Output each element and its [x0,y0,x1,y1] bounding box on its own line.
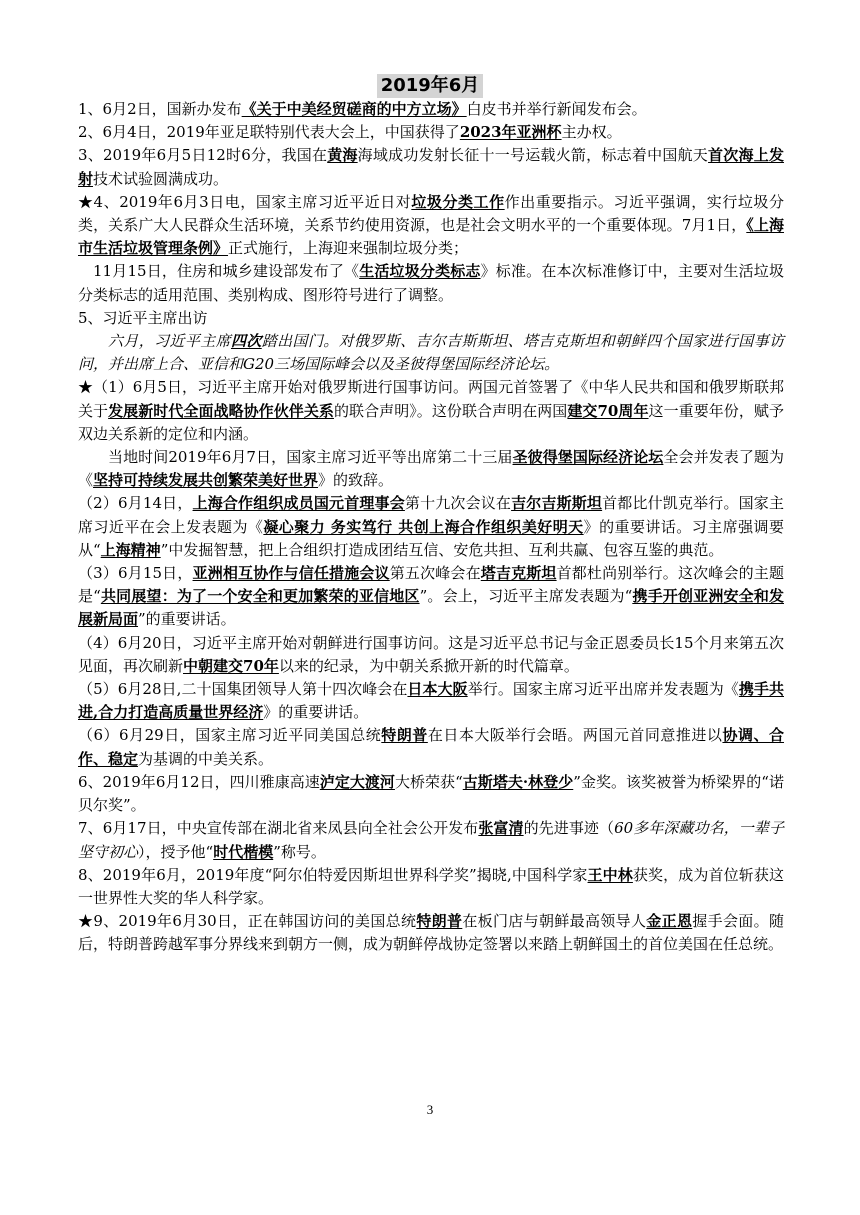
keyword: 四次 [230,332,262,351]
text: 主办权。 [561,123,622,142]
text: 白皮书并举行新闻发布会。 [466,100,647,118]
text: ”的重要讲话。 [138,610,236,629]
item-7 [78,817,784,863]
keyword: 垃圾分类工作 [411,192,505,211]
keyword: 张富清 [478,819,524,838]
text: 技术试验圆满成功。 [93,169,229,188]
text: 》标准。在本次标准修订中，主要对生活垃圾分类标志的适用范围、类别构成、图形符号进行了调整。 [78,262,784,304]
text: 为基调的中美关系。 [138,749,274,768]
text: 的联合声明》。这份联合声明在两国 [333,401,568,420]
keyword: 坚持可持续发展共创繁荣美好世界 [93,471,319,490]
text: 11月15日，住房和城乡建设部发布了《 [93,262,360,281]
text: 的先进事迹（ [523,819,615,838]
text: 握手会面。随后，特朗普跨越军事分界线来到朝方一侧，成为朝鲜停战协定签署以来踏上朝鲜国土的首位美国在任总统。 [78,912,784,954]
keyword: 共同展望：为了一个安全和更加繁荣的亚信地区 [100,587,420,606]
text: 以来的纪录，为中朝关系掀开新的时代篇章。 [278,656,579,675]
item-5-heading: 5、习近平主席出访 [78,308,208,327]
page-number: 3 [426,1102,434,1117]
keyword: 泸定大渡河 [319,772,395,791]
keyword: 亚洲相互协作与信任措施会议 [192,564,390,583]
text: 全会并发表了题为《 [78,448,784,490]
item-1 [78,98,784,121]
keyword: 首次海上发射 [78,146,784,188]
text: 正式施行，上海迎来强制垃圾分类； [228,239,469,258]
keyword: 塔吉克斯坦 [480,564,557,583]
content [78,98,784,957]
keyword: 特朗普 [416,912,463,931]
keyword: 建交70周年 [567,401,649,420]
text: 在日本大阪举行会晤。两国元首同意推进以 [427,726,723,745]
text: 首都比什凯克举行。国家主席习近平在会上发表题为《 [78,494,784,536]
keyword: 携手开创亚洲安全和发展新局面 [78,587,784,629]
keyword: 《关于中美经贸磋商的中方立场》 [241,100,467,118]
text: （3）6月15日， [78,564,193,583]
text: 》的致辞。 [318,471,394,490]
item-5-5 [78,678,784,724]
keyword: 发展新时代全面战略协作伙伴关系 [108,401,334,420]
keyword: 黄海 [327,146,358,165]
text: （2）6月14日， [78,494,193,513]
text: 第十九次会议在 [404,494,512,513]
item-5-1 [78,376,784,446]
keyword: 日本大阪 [407,680,468,699]
text: ），授予他“ [138,842,214,861]
text: 举行。国家主席习近平出席并发表题为《 [467,680,739,699]
item-2 [78,121,784,144]
text: ★（1）6月5日，习近平主席开始对俄罗斯进行国事访问。两国元首签署了《中华人民共和国和俄罗斯联邦关于 [78,378,784,420]
text: 在板门店与朝鲜最高领导人 [462,912,647,931]
item-4 [78,191,784,261]
keyword: 吉尔吉斯斯坦 [511,494,603,513]
text: ”称号。 [273,842,326,861]
text: 第五次峰会在 [389,564,481,583]
text: 》的重要讲话。 [263,703,369,722]
text: （4）6月20日，习近平主席开始对朝鲜进行国事访问。这是习近平总书记与金正恩委员长15个月来第五次见面，再次刷新 [78,633,784,675]
text: 1、6月2日，国新办发布 [78,100,242,118]
text: 8、2019年6月，2019年度“阿尔伯特爱因斯坦世界科学奖”揭晓,中国科学家 [78,865,588,884]
keyword: 生活垃圾分类标志 [359,262,481,281]
keyword: 圣彼得堡国际经济论坛 [512,448,664,467]
text: 60多年深藏功名，一辈子坚守初心 [78,819,784,861]
text: 这一重要年份，赋予双边关系新的定位和内涵。 [78,401,784,443]
keyword: 上海精神 [100,540,161,559]
keyword: 中朝建交70年 [183,656,279,675]
keyword: 携手共进,合力打造高质量世界经济 [78,680,784,722]
item-8 [78,864,784,910]
text: （5）6月28日,二十国集团领导人第十四次峰会在 [78,680,408,699]
text: 获奖，成为首位斩获这一世界性大奖的华人科学家。 [78,865,784,907]
keyword: 2023年亚洲杯 [459,123,562,142]
text: 大桥荣获“ [394,772,463,791]
text: 2、6月4日，2019年亚足联特别代表大会上，中国获得了 [78,123,460,142]
item-3 [78,144,784,190]
keyword: 特朗普 [381,726,428,745]
text: 海域成功发射长征十一号运载火箭，标志着中国航天 [357,146,709,165]
text: ★9、2019年6月30日，正在韩国访问的美国总统 [78,912,417,931]
text: 首都杜尚别举行。这次峰会的主题是“ [78,564,784,606]
keyword: 古斯塔夫·林登少 [462,772,574,791]
item-4-cont [78,260,784,306]
text: ”。会上，习近平主席发表题为“ [419,587,633,606]
title-wrap [0,74,860,98]
text: 踏出国门。对俄罗斯、吉尔吉斯斯坦、塔吉克斯坦和朝鲜四个国家进行国事访问，并出席上合、亚信和G20三场国际峰会以及圣彼得堡国际经济论坛。 [78,332,784,374]
keyword: 协调、合作、稳定 [78,726,784,768]
keyword: 凝心聚力 务实笃行 共创上海合作组织美好明天 [263,517,584,536]
text: 3、2019年6月5日12时6分，我国在 [78,146,328,165]
text: ★4、2019年6月3日电，国家主席习近平近日对 [78,192,412,211]
item-5-3 [78,562,784,632]
keyword: 时代楷模 [213,842,274,861]
item-6 [78,771,784,817]
keyword: 王中林 [587,865,633,884]
item-5-1-cont [78,446,784,492]
item-5-4 [78,632,784,678]
text: ”金奖。该奖被誉为桥梁界的“诺贝尔奖”。 [78,772,784,815]
keyword: 金正恩 [646,912,693,931]
text: 六月，习近平主席 [108,332,231,351]
item-5-2 [78,492,784,562]
item-5-6 [78,724,784,770]
keyword: 上海合作组织成员国元首理事会 [192,494,405,513]
item-5-intro [78,330,784,376]
text: ”中发掘智慧，把上合组织打造成团结互信、安危共担、互利共赢、包容互鉴的典范。 [160,540,724,559]
keyword: 《上海市生活垃圾管理条例》 [78,216,784,258]
text: 6、2019年6月12日，四川雅康高速 [78,772,320,791]
item-9 [78,910,784,956]
text: 作出重要指示。习近平强调，实行垃圾分类，关系广大人民群众生活环境，关系节约使用资源，也是社会文明水平的一个重要体现。7月1日， [78,192,784,235]
text: 》的重要讲话。习主席强调要从“ [78,517,784,559]
text: 当地时间2019年6月7日，国家主席习近平等出席第二十三届 [108,448,513,467]
page-title: 2019年6月 [377,74,484,98]
text: 7、6月17日，中央宣传部在湖北省来凤县向全社会公开发布 [78,819,479,838]
text: （6）6月29日，国家主席习近平同美国总统 [78,726,382,745]
